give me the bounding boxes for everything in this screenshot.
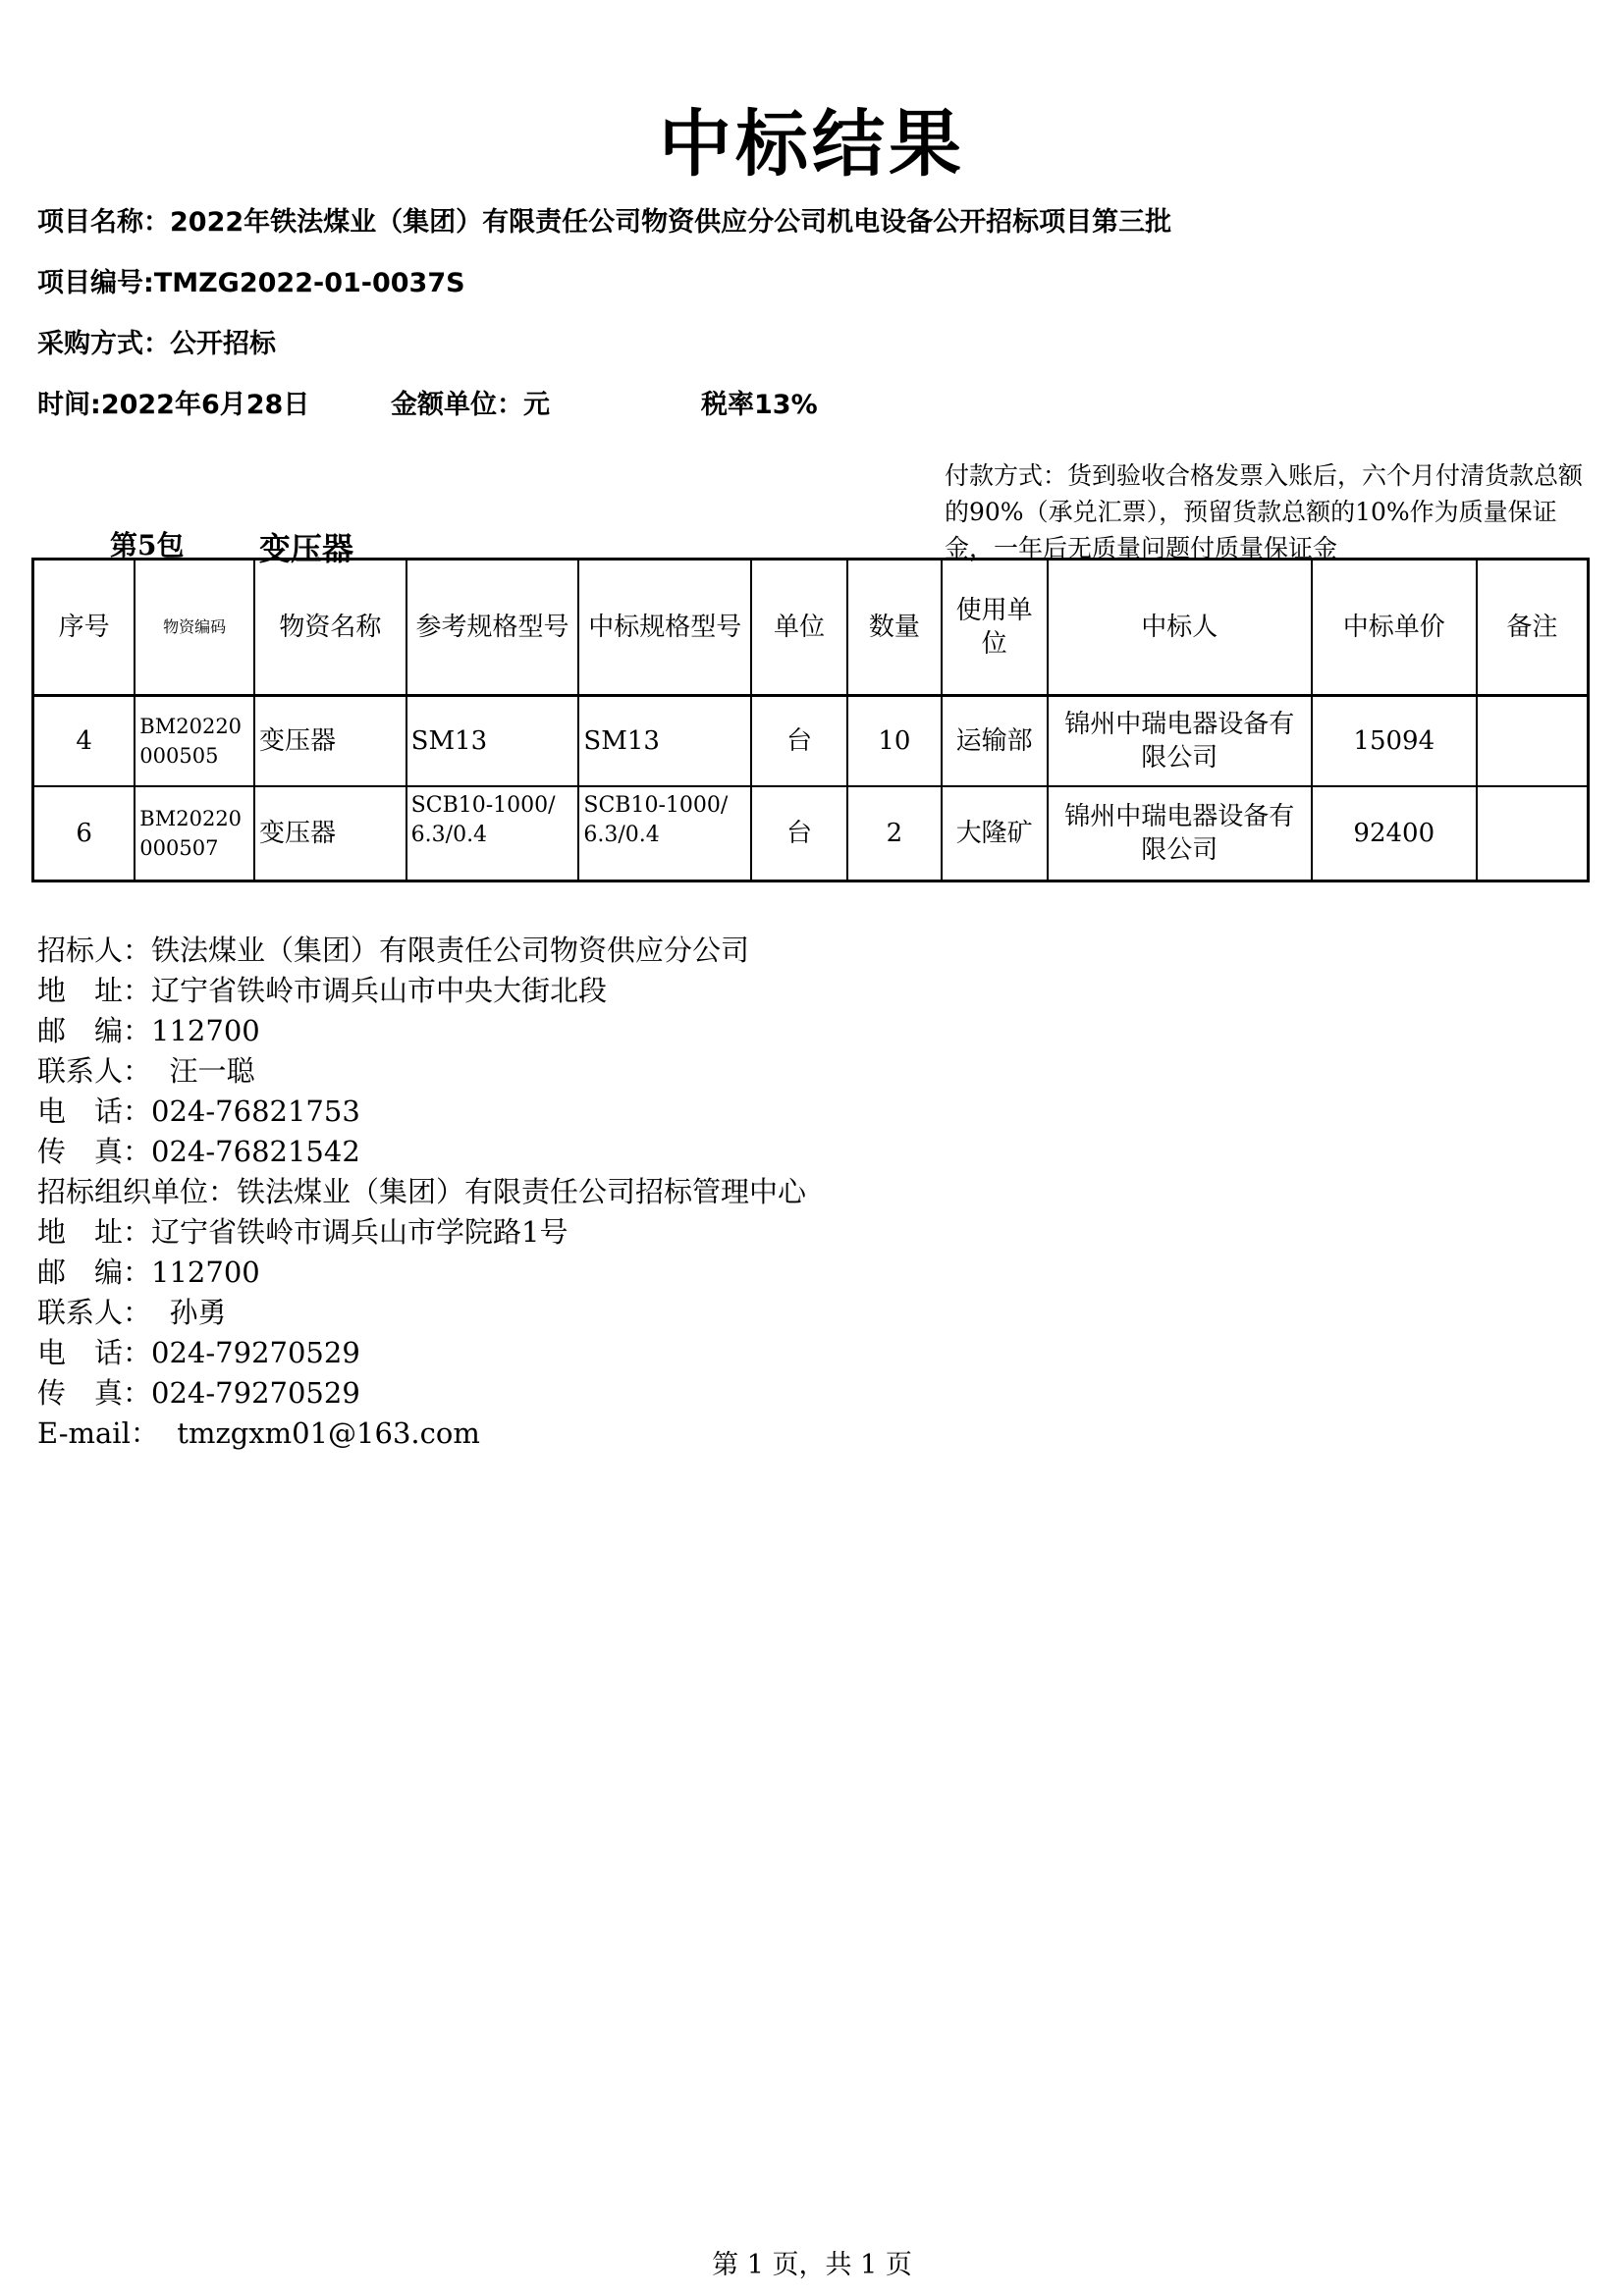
project-name-line — [37, 200, 1171, 239]
agency-line — [37, 1172, 806, 1212]
tenderer-fax-line — [37, 1132, 806, 1172]
document-title: 中标结果 — [659, 102, 965, 187]
row-number: 4 — [33, 696, 135, 787]
winning-spec — [578, 786, 751, 881]
row-number: 6 — [33, 786, 135, 881]
project-name-value: 2022年铁法煤业（集团）有限责任公司物资供应分公司机电设备公开招标项目第三批 — [170, 207, 1172, 238]
package-name: 变压器 — [259, 530, 354, 567]
tenderer-postcode-line — [37, 1011, 806, 1051]
fax-value: 024-79270529 — [151, 1376, 360, 1410]
contact-person-label: 联系人： — [37, 1296, 152, 1329]
procurement-method-line — [37, 322, 276, 360]
remark — [1477, 786, 1589, 881]
address-value: 辽宁省铁岭市调兵山市学院路1号 — [151, 1215, 568, 1249]
header-cell: 使用单位 — [942, 560, 1048, 696]
procurement-method-label: 采购方式： — [37, 329, 170, 359]
package-label: 第5包 — [110, 529, 185, 561]
contact-info — [37, 931, 806, 1454]
table-header-row — [33, 560, 1589, 696]
header-cell: 参考规格型号 — [406, 560, 579, 696]
winning-spec-text: SCB10-1000/6.3/0.4 — [583, 793, 729, 847]
winning-bidder: 锦州中瑞电器设备有限公司 — [1048, 696, 1312, 787]
email-value: tmzgxm01@163.com — [177, 1416, 480, 1450]
header-cell: 中标单价 — [1312, 560, 1477, 696]
project-number-line — [37, 261, 465, 299]
unit-price: 92400 — [1312, 786, 1477, 881]
agency-value: 铁法煤业（集团）有限责任公司招标管理中心 — [237, 1175, 807, 1208]
tenderer-line — [37, 931, 806, 971]
header-cell: 物资编码 — [135, 560, 254, 696]
tenderer-value: 铁法煤业（集团）有限责任公司物资供应分公司 — [151, 934, 750, 967]
quantity: 10 — [847, 696, 942, 787]
date-value: 2022年6月28日 — [100, 390, 310, 420]
postcode-label: 邮 编： — [37, 1255, 152, 1289]
date-line — [37, 383, 1019, 422]
phone-value: 024-76821753 — [151, 1095, 360, 1128]
header-cell: 中标人 — [1048, 560, 1312, 696]
address-label: 地 址： — [37, 1215, 152, 1249]
remark — [1477, 696, 1589, 787]
tenderer-label: 招标人： — [37, 934, 152, 967]
postcode-label: 邮 编： — [37, 1014, 152, 1047]
fax-value: 024-76821542 — [151, 1135, 360, 1168]
email-label: E-mail： — [37, 1416, 159, 1450]
currency-unit — [391, 383, 550, 421]
payment-terms: 付款方式：货到验收合格发票入账后，六个月付清货款总额的90%（承兑汇票），预留货款总额的10%作为质量保证金，一年后无质量问题付质量保证金 — [945, 461, 1584, 562]
winning-spec: SM13 — [578, 696, 751, 787]
using-unit: 大隆矿 — [942, 786, 1048, 881]
phone-label: 电 话： — [37, 1095, 152, 1128]
agency-postcode-line — [37, 1253, 806, 1293]
header-cell: 序号 — [33, 560, 135, 696]
phone-value: 024-79270529 — [151, 1336, 360, 1369]
header-cell: 数量 — [847, 560, 942, 696]
procurement-method-value: 公开招标 — [170, 329, 276, 359]
agency-label: 招标组织单位： — [37, 1175, 238, 1208]
unit: 台 — [751, 786, 847, 881]
header-cell: 备注 — [1477, 560, 1589, 696]
quantity: 2 — [847, 786, 942, 881]
address-value: 辽宁省铁岭市调兵山市中央大街北段 — [151, 974, 608, 1007]
tenderer-address-line — [37, 971, 806, 1011]
fax-label: 传 真： — [37, 1135, 152, 1168]
material-name: 变压器 — [254, 786, 406, 881]
contact-person-value: 孙勇 — [169, 1296, 227, 1329]
agency-contact-line — [37, 1293, 806, 1333]
unit: 台 — [751, 696, 847, 787]
reference-spec: SM13 — [406, 696, 579, 787]
table-row — [33, 696, 1589, 787]
fax-label: 传 真： — [37, 1376, 152, 1410]
phone-label: 电 话： — [37, 1336, 152, 1369]
tenderer-phone-line — [37, 1092, 806, 1132]
agency-fax-line — [37, 1373, 806, 1414]
agency-phone-line — [37, 1333, 806, 1373]
page-footer: 第 1 页，共 1 页 — [712, 2250, 912, 2280]
unit-price: 15094 — [1312, 696, 1477, 787]
tax-rate: 税率13% — [701, 390, 818, 420]
winning-bidder: 锦州中瑞电器设备有限公司 — [1048, 786, 1312, 881]
table-row — [33, 786, 1589, 881]
header-cell: 中标规格型号 — [578, 560, 751, 696]
currency-unit-label: 金额单位： — [391, 390, 523, 420]
tenderer-contact-line — [37, 1051, 806, 1092]
material-code: BM20220000507 — [135, 786, 254, 881]
agency-address-line — [37, 1212, 806, 1253]
header-cell: 单位 — [751, 560, 847, 696]
header-cell: 物资名称 — [254, 560, 406, 696]
currency-unit-value: 元 — [523, 390, 550, 420]
reference-spec-text: SCB10-1000/6.3/0.4 — [410, 793, 556, 847]
contact-person-value: 汪一聪 — [169, 1054, 255, 1088]
postcode-value: 112700 — [151, 1255, 260, 1289]
project-name-label: 项目名称： — [37, 207, 170, 238]
project-number-label: 项目编号: — [37, 268, 154, 298]
material-code: BM20220000505 — [135, 696, 254, 787]
result-table — [31, 558, 1590, 882]
using-unit: 运输部 — [942, 696, 1048, 787]
date-label: 时间: — [37, 390, 101, 420]
contact-person-label: 联系人： — [37, 1054, 152, 1088]
material-name: 变压器 — [254, 696, 406, 787]
project-number-value: TMZG2022-01-0037S — [153, 268, 465, 298]
reference-spec — [406, 786, 579, 881]
address-label: 地 址： — [37, 974, 152, 1007]
postcode-value: 112700 — [151, 1014, 260, 1047]
email-line — [37, 1414, 806, 1454]
